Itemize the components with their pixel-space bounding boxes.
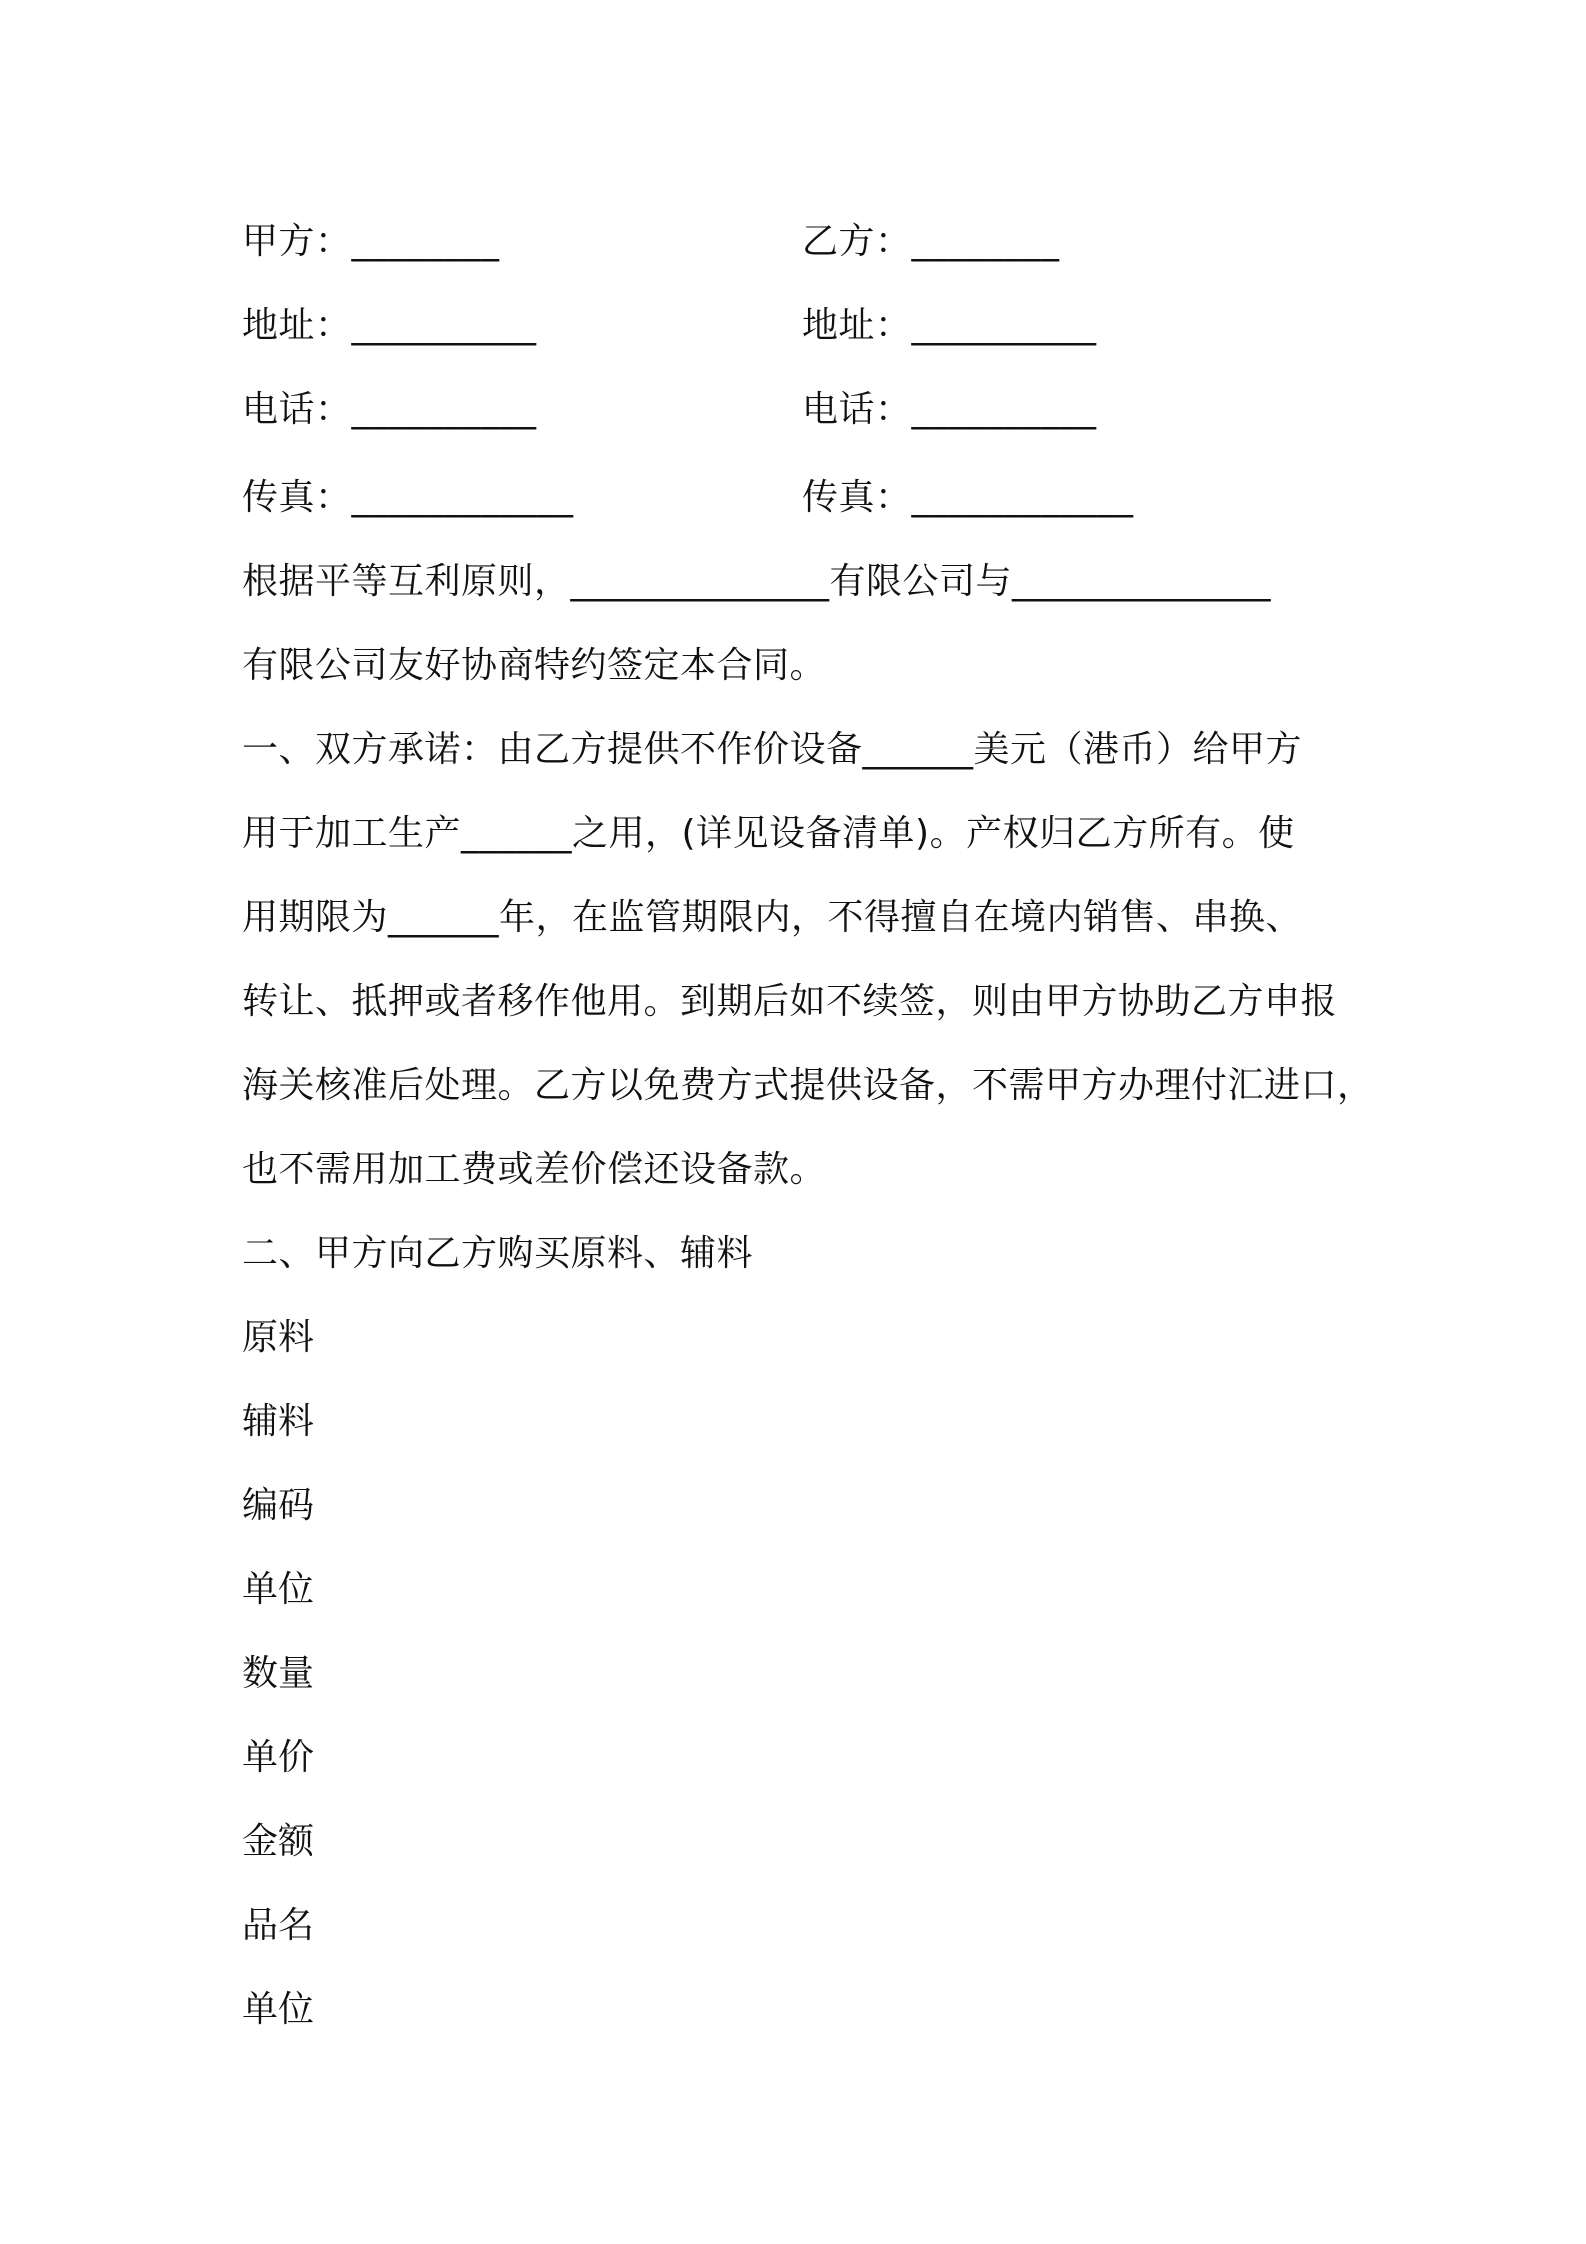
- party-a-fax-blank: ____________: [351, 477, 574, 518]
- intro-line-1: 根据平等互利原则，______________有限公司与______________: [242, 561, 1272, 602]
- party-a-phone-blank: __________: [351, 389, 537, 430]
- party-row-address: [242, 284, 1362, 368]
- party-a-fax-label: 传真：: [242, 477, 352, 518]
- list-item-quantity: 数量: [242, 1653, 315, 1694]
- party-a-phone: [242, 368, 802, 452]
- party-b-fax-label: 传真：: [802, 477, 912, 518]
- intro-line-2: 有限公司友好协商特约签定本合同。: [242, 645, 827, 686]
- clause1-line-2: 用于加工生产______之用，(详见设备清单)。产权归乙方所有。使: [242, 813, 1295, 854]
- party-a-fax: [242, 456, 802, 540]
- clause1-line-3: 用期限为______年，在监管期限内，不得擅自在境内销售、串换、: [242, 897, 1303, 938]
- party-a-address: [242, 284, 802, 368]
- party-b-address-label: 地址：: [802, 305, 912, 346]
- clause1-line-4: 转让、抵押或者移作他用。到期后如不续签，则由甲方协助乙方申报: [242, 981, 1338, 1022]
- party-b-address-blank: __________: [911, 305, 1097, 346]
- party-b-fax-blank: ____________: [911, 477, 1134, 518]
- clause1-line-5: 海关核准后处理。乙方以免费方式提供设备，不需甲方办理付汇进口，: [242, 1065, 1374, 1106]
- party-a-name: [242, 200, 802, 284]
- clause1-line-1: 一、双方承诺：由乙方提供不作价设备______美元（港币）给甲方: [242, 729, 1303, 770]
- party-a-address-blank: __________: [351, 305, 537, 346]
- party-b-name: [802, 200, 1362, 284]
- party-row-name: [242, 200, 1362, 284]
- list-item-code: 编码: [242, 1485, 315, 1526]
- party-a-address-label: 地址：: [242, 305, 352, 346]
- party-b-name-blank: ________: [911, 221, 1060, 262]
- party-b-address: [802, 284, 1362, 368]
- list-item-auxiliary-material: 辅料: [242, 1401, 315, 1442]
- list-item-unit-price: 单价: [242, 1737, 315, 1778]
- party-row-fax: [242, 456, 1362, 540]
- party-b-phone-label: 电话：: [802, 389, 912, 430]
- clause1-line-6: 也不需用加工费或差价偿还设备款。: [242, 1149, 827, 1190]
- party-a-name-label: 甲方：: [242, 221, 352, 262]
- party-row-phone: [242, 368, 1362, 452]
- party-b-phone-blank: __________: [911, 389, 1097, 430]
- list-item-raw-material: 原料: [242, 1317, 315, 1358]
- party-a-name-blank: ________: [351, 221, 500, 262]
- party-b-fax: [802, 456, 1362, 540]
- list-item-product-name: 品名: [242, 1905, 315, 1946]
- list-item-unit-2: 单位: [242, 1989, 315, 2030]
- list-item-unit: 单位: [242, 1569, 315, 1610]
- document-content: [242, 200, 1374, 2052]
- list-item-amount: 金额: [242, 1821, 315, 1862]
- party-a-phone-label: 电话：: [242, 389, 352, 430]
- party-b-name-label: 乙方：: [802, 221, 912, 262]
- clause2-heading: 二、甲方向乙方购买原料、辅料: [242, 1233, 754, 1274]
- party-b-phone: [802, 368, 1362, 452]
